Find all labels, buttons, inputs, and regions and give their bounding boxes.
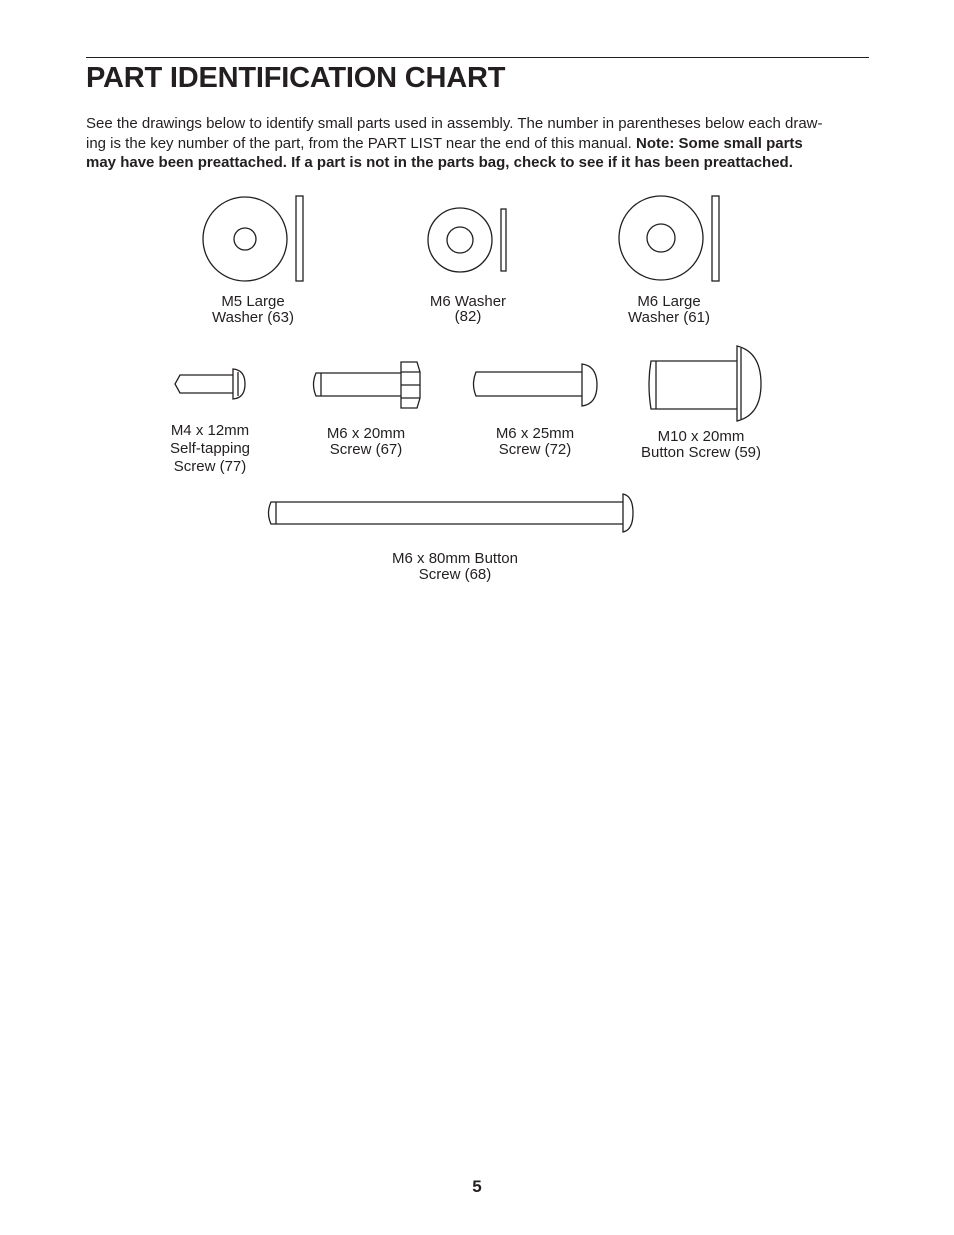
intro-note-start: Note: Some small parts	[636, 134, 803, 152]
m5-large-washer-drawing	[203, 196, 303, 281]
m10x20-button-screw-label	[626, 429, 776, 461]
m10x20-button-screw-label-line-1: M10 x 20mm	[657, 428, 745, 445]
m4x12-screw-label	[150, 422, 270, 476]
m10x20-button-screw-drawing	[649, 346, 761, 421]
m4x12-screw-drawing	[175, 369, 245, 399]
m5-large-washer-label-line-1: M5 Large	[221, 293, 285, 310]
m6x80-button-screw-label-line-2: Screw (68)	[418, 566, 492, 583]
m6x80-button-screw-drawing	[269, 494, 634, 532]
m6x20-screw-drawing	[314, 362, 421, 408]
m4x12-screw-label-line-1: M4 x 12mm	[170, 422, 250, 439]
m6x80-button-screw-label	[365, 551, 545, 583]
m6x25-screw-drawing	[474, 364, 598, 406]
m6x20-screw-label-line-2: Screw (67)	[329, 441, 403, 458]
m6-large-washer-label-line-2: Washer (61)	[628, 309, 710, 326]
m6-large-washer-label	[611, 294, 727, 326]
intro-line-1: See the drawings below to identify small parts used in assembly. The number in parentheses below each draw-	[86, 115, 823, 132]
m6-washer-label	[410, 294, 526, 325]
page-number: 5	[472, 1177, 482, 1196]
m6x25-screw-label-line-2: Screw (72)	[498, 441, 572, 458]
m4x12-screw-label-line-2: Self-tapping	[169, 440, 251, 457]
m6-washer-label-line-1: M6 Washer	[429, 293, 507, 310]
page-title: PART IDENTIFICATION CHART	[86, 62, 506, 94]
intro-note-end: may have been preattached. If a part is not in the parts bag, check to see if it has been preattached.	[86, 154, 793, 171]
m6x20-screw-label	[306, 426, 426, 458]
m6x20-screw-label-line-1: M6 x 20mm	[326, 425, 406, 442]
m6x25-screw-label	[475, 426, 595, 458]
m4x12-screw-label-line-3: Screw (77)	[173, 458, 247, 475]
m6-large-washer-label-line-1: M6 Large	[637, 293, 701, 310]
m10x20-button-screw-label-line-2: Button Screw (59)	[640, 444, 762, 461]
m6x80-button-screw-label-line-1: M6 x 80mm Button	[392, 550, 518, 567]
m6-large-washer-drawing	[619, 196, 719, 281]
m5-large-washer-label-line-2: Washer (63)	[212, 309, 294, 326]
m6-washer-drawing	[428, 208, 506, 272]
m5-large-washer-label	[195, 294, 311, 326]
m6-washer-label-line-2: (82)	[454, 308, 482, 325]
m6x25-screw-label-line-1: M6 x 25mm	[495, 425, 575, 442]
intro-line-2-plain: ing is the key number of the part, from the PART LIST near the end of this manual.	[86, 134, 637, 152]
